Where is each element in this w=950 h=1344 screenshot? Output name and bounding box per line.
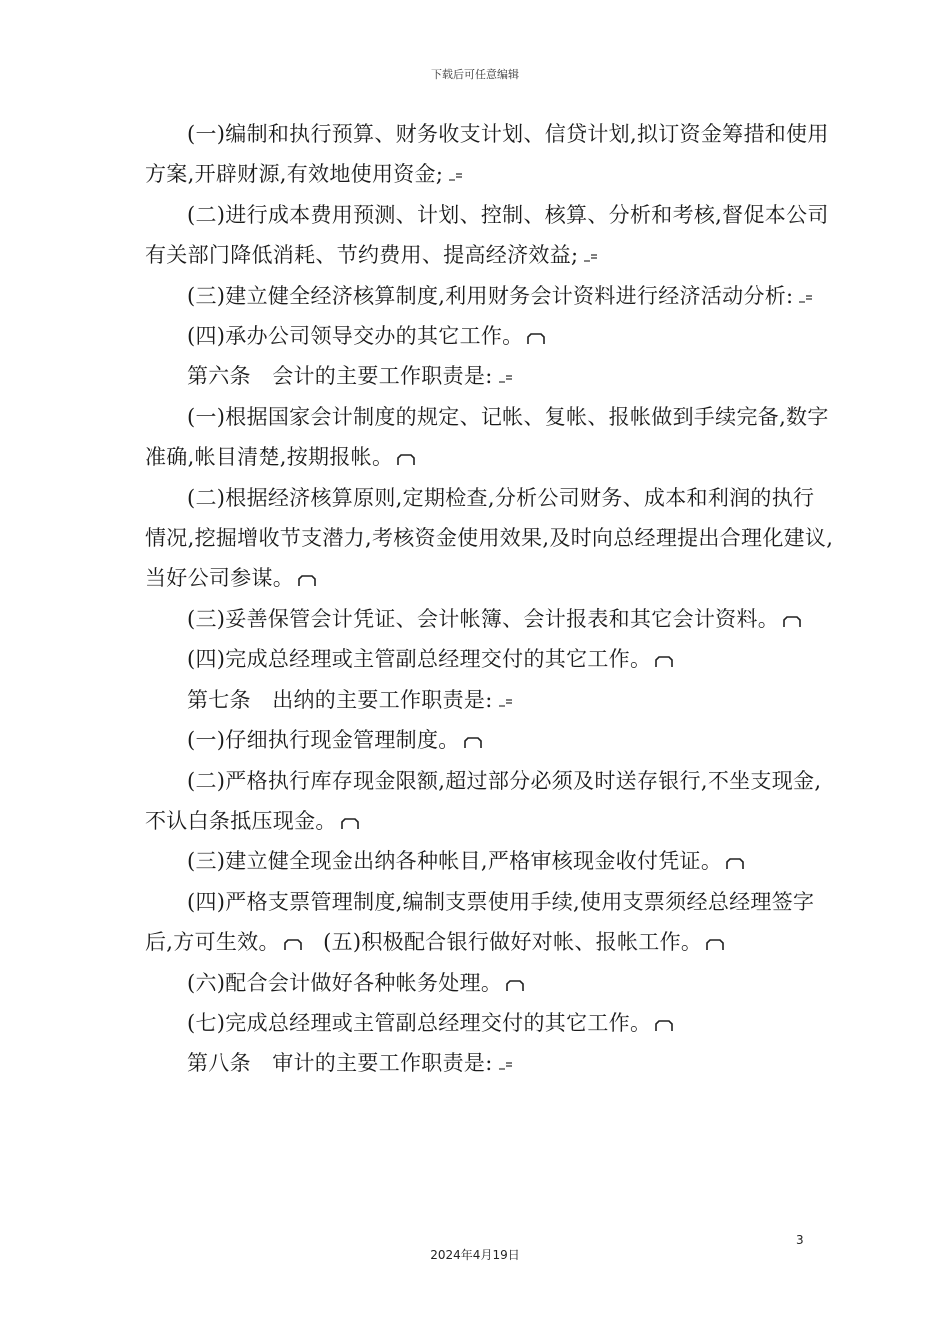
paragraph-15: (六)配合会计做好各种帐务处理。 (145, 963, 835, 1003)
paragraph-13: (三)建立健全现金出纳各种帐目,严格审核现金收付凭证。 (145, 841, 835, 881)
line-break-icon (783, 616, 801, 628)
line-break-icon (397, 454, 415, 466)
paragraph-11: (一)仔细执行现金管理制度。 (145, 720, 835, 760)
paragraph-4: (四)承办公司领导交办的其它工作。 (145, 316, 835, 356)
line-break-icon (506, 980, 524, 992)
line-break-icon (655, 1020, 673, 1032)
line-break-icon (341, 818, 359, 830)
document-body (145, 114, 835, 1084)
paragraph-12: (二)严格执行库存现金限额,超过部分必须及时送存银行,不坐支现金,不认白条抵压现金。 (145, 768, 822, 833)
paragraph-mark-icon (497, 697, 515, 709)
paragraph-7: (二)根据经济核算原则,定期检查,分析公司财务、成本和利润的执行情况,挖掘增收节支潜力,考核资金使用效果,及时向总经理提出合理化建议,当好公司参谋。 (145, 485, 834, 591)
paragraph-3: (三)建立健全经济核算制度,利用财务会计资料进行经济活动分析: (145, 276, 835, 316)
paragraph-mark-icon (582, 252, 600, 264)
paragraph-mark-icon (447, 171, 465, 183)
paragraph-9: (四)完成总经理或主管副总经理交付的其它工作。 (145, 639, 835, 679)
line-break-icon (655, 656, 673, 668)
paragraph-6: (一)根据国家会计制度的规定、记帐、复帐、报帐做到手续完备,数字准确,帐目清楚,按期报帐。 (145, 404, 829, 470)
paragraph-8: (三)妥善保管会计凭证、会计帐簿、会计报表和其它会计资料。 (145, 599, 835, 639)
article-8-heading: 第八条 审计的主要工作职责是: (145, 1043, 835, 1083)
paragraph-mark-icon (797, 293, 815, 305)
paragraph-14: (四)严格支票管理制度,编制支票使用手续,使用支票须经总经理签字后,方可生效。 (五)积极配合银行做好对帐、报帐工作。 (145, 889, 815, 955)
line-break-icon (726, 858, 744, 870)
line-break-icon (706, 939, 724, 951)
paragraph-16: (七)完成总经理或主管副总经理交付的其它工作。 (145, 1003, 835, 1043)
article-7-heading: 第七条 出纳的主要工作职责是: (145, 680, 835, 720)
page-header: 下载后可任意编辑 (431, 68, 519, 81)
line-break-icon (527, 333, 545, 345)
paragraph-2: (二)进行成本费用预测、计划、控制、核算、分析和考核,督促本公司有关部门降低消耗、节约费用、提高经济效益; (145, 202, 829, 268)
line-break-icon (464, 737, 482, 749)
paragraph-mark-icon (497, 373, 515, 385)
article-6-heading: 第六条 会计的主要工作职责是: (145, 356, 835, 396)
paragraph-mark-icon (497, 1060, 515, 1072)
line-break-icon (284, 939, 302, 951)
page-footer-date: 2024年4月19日 (430, 1248, 520, 1262)
paragraph-1: (一)编制和执行预算、财务收支计划、信贷计划,拟订资金筹措和使用方案,开辟财源,有效地使用资金; (145, 122, 829, 187)
line-break-icon (298, 575, 316, 587)
page-number: 3 (796, 1233, 804, 1247)
